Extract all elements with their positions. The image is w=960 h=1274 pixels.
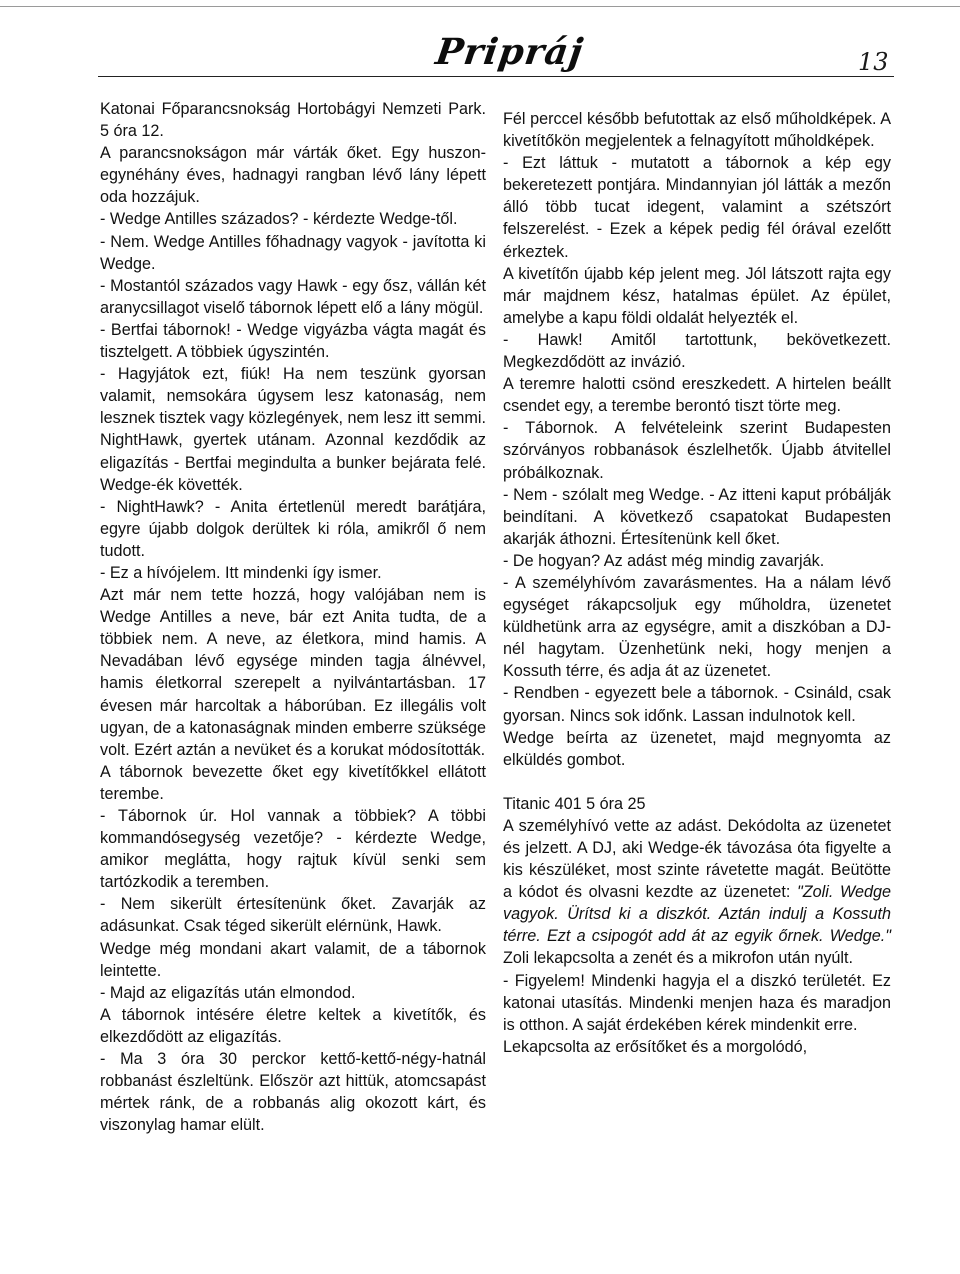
- paragraph: - Ez a hívójelem. Itt mindenki így ismer.: [100, 563, 382, 582]
- paragraph-text: A személyhívó vette az adást. Dekódolta az üzenetet és jelzett. A DJ, aki Wedge-ék távozása óta figyelte a kis készüléket, most szinte rávetette magát. Beütötte a kódot és olvasni kezdte az üzenetet:: [503, 816, 891, 902]
- header-rule: [98, 76, 894, 77]
- paragraph: - Hawk! Amitől tartottunk, bekövetkezett. Megkezdődött az invázió.: [503, 330, 891, 372]
- paragraph: - Nem. Wedge Antilles főhadnagy vagyok - javította ki Wedge.: [100, 232, 486, 273]
- paragraph: - Wedge Antilles százados? - kérdezte Wedge-től.: [100, 210, 458, 229]
- paragraph: A tábornok intésére életre keltek a kivetítők, és elkezdődött az eligazítás.: [100, 1005, 486, 1046]
- paragraph: - Tábornok úr. Hol vannak a többiek? A többi kommandósegység vezetője? - kérdezte Wedge, amikor meglátta, hogy rajtuk kívül senki sem tartózkodik a teremben.: [100, 807, 486, 892]
- paragraph: [503, 815, 891, 970]
- right-text-column: [503, 108, 891, 1058]
- paragraph: - Mostantól százados vagy Hawk - egy ősz, vállán két aranycsillagot viselő tábornok lépett elő a lány mögül.: [100, 276, 486, 317]
- paragraph: A tábornok bevezette őket egy kivetítőkkel ellátott terembe.: [100, 762, 486, 803]
- page-number: 13: [858, 48, 889, 76]
- paragraph: Azt már nem tette hozzá, hogy valójában nem is Wedge Antilles a neve, bár ezt Anita tudta, de a többiek nem. A neve, az életkora, mind hamis. A Nevadában lévő egysége minden tagja álnévvel, hamis életkorral szerepelt a nyilvántartásban. 17 évesen már harcoltak a háborúban. Ez illegális volt ugyan, de a katonaságnak minden emberre szüksége volt. Ezért aztán a nevüket és a korukat módosították.: [100, 586, 486, 759]
- page-top-rule: [0, 6, 960, 7]
- paragraph: Lekapcsolta az erősítőket és a morgolódó,: [503, 1037, 808, 1056]
- paragraph: - Nem - szólalt meg Wedge. - Az itteni kaput próbálják beindítani. A következő csapatokat Budapesten akarják áthozni. Értesítenünk kell őket.: [503, 485, 891, 548]
- paragraph: Wedge még mondani akart valamit, de a tábornok leintette.: [100, 939, 486, 980]
- paragraph: - Majd az eligazítás után elmondod.: [100, 983, 356, 1002]
- paragraph: - De hogyan? Az adást még mindig zavarják.: [503, 551, 825, 570]
- paragraph: - NightHawk? - Anita értetlenül meredt barátjára, egyre újabb dolgok derültek ki róla, amikről ő nem tudott.: [100, 497, 486, 560]
- paragraph: Katonai Főparancsnokság Hortobágyi Nemzeti Park. 5 óra 12.: [100, 100, 486, 141]
- paragraph: A parancsnokságon már várták őket. Egy huszon-egynéhány éves, hadnagyi rangban lévő lány lépett oda hozzájuk.: [100, 144, 486, 207]
- paragraph: A teremre halotti csönd ereszkedett. A hirtelen beállt csendet egy, a terembe berontó tiszt törte meg.: [503, 375, 891, 416]
- section-heading: Titanic 401 5 óra 25: [503, 794, 646, 813]
- paragraph: - Nem sikerült értesítenünk őket. Zavarják az adásunkat. Csak téged sikerült elérnünk, Hawk.: [100, 895, 486, 936]
- paragraph: A kivetítőn újabb kép jelent meg. Jól látszott rajta egy már majdnem kész, hatalmas épület. Az épület, amelybe a kapu földi oldalát helyezték el.: [503, 264, 891, 327]
- paragraph: - Bertfai tábornok! - Wedge vigyázba vágta magát és tisztelgett. A többiek úgyszintén.: [100, 320, 486, 362]
- paragraph: - Ezt láttuk - mutatott a tábornok a kép egy bekeretezett pontjára. Mindannyian jól látták a mezőn álló több tucat idegent, valamint a szétszórt felszerelést. - Ezek a képek pedig fél órával ezelőtt érkeztek.: [503, 154, 891, 261]
- paragraph-text: Zoli lekapcsolta a zenét és a mikrofon után nyúlt.: [503, 949, 854, 968]
- left-text-column: [100, 98, 486, 1136]
- pager-message-text: "Zoli. Wedge vagyok. Ürítsd ki a diszkót. Aztán indulj a Kossuth térre. Ezt a csipogót add át az egyik őrnek. Wedge.": [503, 883, 891, 946]
- paragraph: Wedge beírta az üzenetet, majd megnyomta az elküldés gombot.: [503, 728, 891, 769]
- magazine-masthead-logo: Pripráj: [433, 31, 587, 73]
- paragraph: - Rendben - egyezett bele a tábornok. - Csináld, csak gyorsan. Nincs sok időnk. Lassan indulnotok kell.: [503, 684, 891, 725]
- paragraph: Fél perccel később befutottak az első műholdképek. A kivetítőkön megjelentek a felnagyított műholdképek.: [503, 110, 891, 151]
- paragraph: - Ma 3 óra 30 perckor kettő-kettő-négy-hatnál robbanást észleltünk. Először azt hittük, atomcsapást mértek ránk, de a robbanás alig okozott kárt, és viszonylag hamar elült.: [100, 1050, 486, 1135]
- paragraph: - Tábornok. A felvételeink szerint Budapesten szórványos robbanások észlelhetők. Újabb átvitellel próbálkoznak.: [503, 419, 891, 482]
- paragraph: - A személyhívóm zavarásmentes. Ha a nálam lévő egységet rákapcsoljuk egy műholdra, üzenetet küldhetünk arra az egységre, amit a diszkóban a DJ-nél hagytam. Üzenhetünk neki, hogy menjen a Kossuth térre, és adja át az üzenetet.: [503, 573, 891, 681]
- paragraph: - Figyelem! Mindenki hagyja el a diszkó területét. Ez katonai utasítás. Mindenki menjen haza és maradjon is otthon. A saját érdekében kérek mindenkit erre.: [503, 971, 891, 1034]
- paragraph: - Hagyjátok ezt, fiúk! Ha nem teszünk gyorsan valamit, nemsokára úgysem lesz katonaság, nem lesznek tisztek vagy közlegények, nem lesz itt semmi. NightHawk, gyertek utánam. Azonnal kezdődik az eligazítás - Bertfai megindulta a bunker bejárata felé. Wedge-ék követték.: [100, 365, 486, 494]
